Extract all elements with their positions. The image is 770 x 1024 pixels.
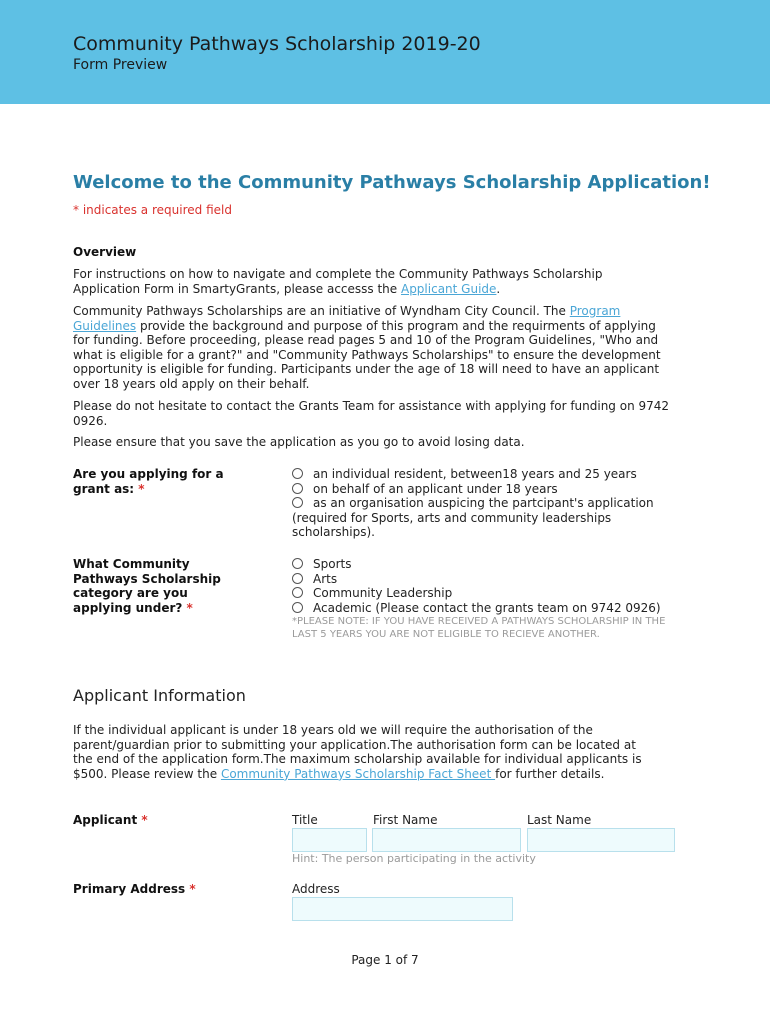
- title-input[interactable]: [292, 828, 367, 852]
- q1-options: [292, 467, 672, 540]
- q2-option-sports[interactable]: Sports: [292, 557, 672, 572]
- radio-button[interactable]: [292, 558, 303, 569]
- address-input[interactable]: [292, 897, 513, 921]
- radio-button[interactable]: [292, 468, 303, 479]
- overview-paragraph-2: Community Pathways Scholarships are an initiative of Wyndham City Council. The Program Guidelines provide the background and purpose of this program and the requirments of applying for funding. Before proceeding, please read pages 5 and 10 of the Program Guidelines, "Who and what is eligible for a grant?" and "Community Pathways Scholarships" to ensure the development opportunity is eligible for funding. Participants under the age of 18 will need to have an applicant over 18 years old apply on their behalf.: [73, 304, 661, 391]
- radio-button[interactable]: [292, 573, 303, 584]
- first-name-input[interactable]: [372, 828, 521, 852]
- q2-option-academic[interactable]: Academic (Please contact the grants team on 9742 0926): [292, 601, 672, 616]
- form-subtitle: Form Preview: [73, 57, 168, 73]
- primary-address-label: Primary Address *: [73, 882, 196, 896]
- q2-eligibility-note: *PLEASE NOTE: IF YOU HAVE RECEIVED A PATHWAYS SCHOLARSHIP IN THE LAST 5 YEARS YOU ARE NOT ELIGIBLE TO RECIEVE ANOTHER.: [292, 616, 666, 641]
- radio-button[interactable]: [292, 602, 303, 613]
- program-guidelines-link[interactable]: Program Guidelines: [73, 304, 621, 333]
- q1-option-3[interactable]: as an organisation auspicing the partcipant's application (required for Sports, arts and community leaderships scholarships).: [292, 496, 654, 540]
- q1-label: Are you applying for a grant as: *: [73, 467, 224, 496]
- radio-button[interactable]: [292, 483, 303, 494]
- radio-button[interactable]: [292, 497, 303, 508]
- applicant-guide-link[interactable]: Applicant Guide: [400, 281, 497, 296]
- radio-button[interactable]: [292, 587, 303, 598]
- address-field-label: Address: [292, 882, 340, 896]
- q2-option-arts[interactable]: Arts: [292, 572, 672, 587]
- applicant-label: Applicant *: [73, 813, 148, 827]
- title-field-label: Title: [292, 813, 318, 827]
- q2-label: What Community Pathways Scholarship category are you applying under? *: [73, 557, 221, 615]
- overview-paragraph-1: For instructions on how to navigate and complete the Community Pathways Scholarship Application Form in SmartyGrants, please accesss the Applicant Guide.: [73, 267, 603, 296]
- q1-option-2[interactable]: on behalf of an applicant under 18 years: [292, 482, 672, 497]
- applicant-information-paragraph: If the individual applicant is under 18 years old we will require the authorisation of the parent/guardian prior to submitting your application.The authorisation form can be located at the end of the application form.The maximum scholarship available for individual applicants is $500. Please review the Community Pathways Scholarship Fact Sheet for further details.: [73, 723, 642, 781]
- applicant-information-heading: Applicant Information: [73, 686, 246, 705]
- applicant-hint: Hint: The person participating in the activity: [292, 852, 536, 865]
- welcome-heading: Welcome to the Community Pathways Scholarship Application!: [73, 172, 711, 193]
- q2-option-community-leadership[interactable]: Community Leadership: [292, 586, 672, 601]
- form-title: Community Pathways Scholarship 2019-20: [73, 33, 481, 55]
- overview-heading: Overview: [73, 245, 137, 259]
- required-field-note: * indicates a required field: [73, 203, 232, 217]
- overview-paragraph-4: Please ensure that you save the application as you go to avoid losing data.: [73, 435, 525, 449]
- page-indicator: Page 1 of 7: [351, 953, 419, 967]
- last-name-input[interactable]: [527, 828, 675, 852]
- q1-option-1[interactable]: an individual resident, between18 years and 25 years: [292, 467, 672, 482]
- fact-sheet-link[interactable]: Community Pathways Scholarship Fact Sheet: [220, 766, 496, 781]
- first-name-field-label: First Name: [373, 813, 438, 827]
- q2-options: [292, 557, 672, 641]
- last-name-field-label: Last Name: [527, 813, 592, 827]
- header-banner: [0, 0, 770, 104]
- overview-paragraph-3: Please do not hesitate to contact the Grants Team for assistance with applying for funding on 9742 0926.: [73, 399, 670, 428]
